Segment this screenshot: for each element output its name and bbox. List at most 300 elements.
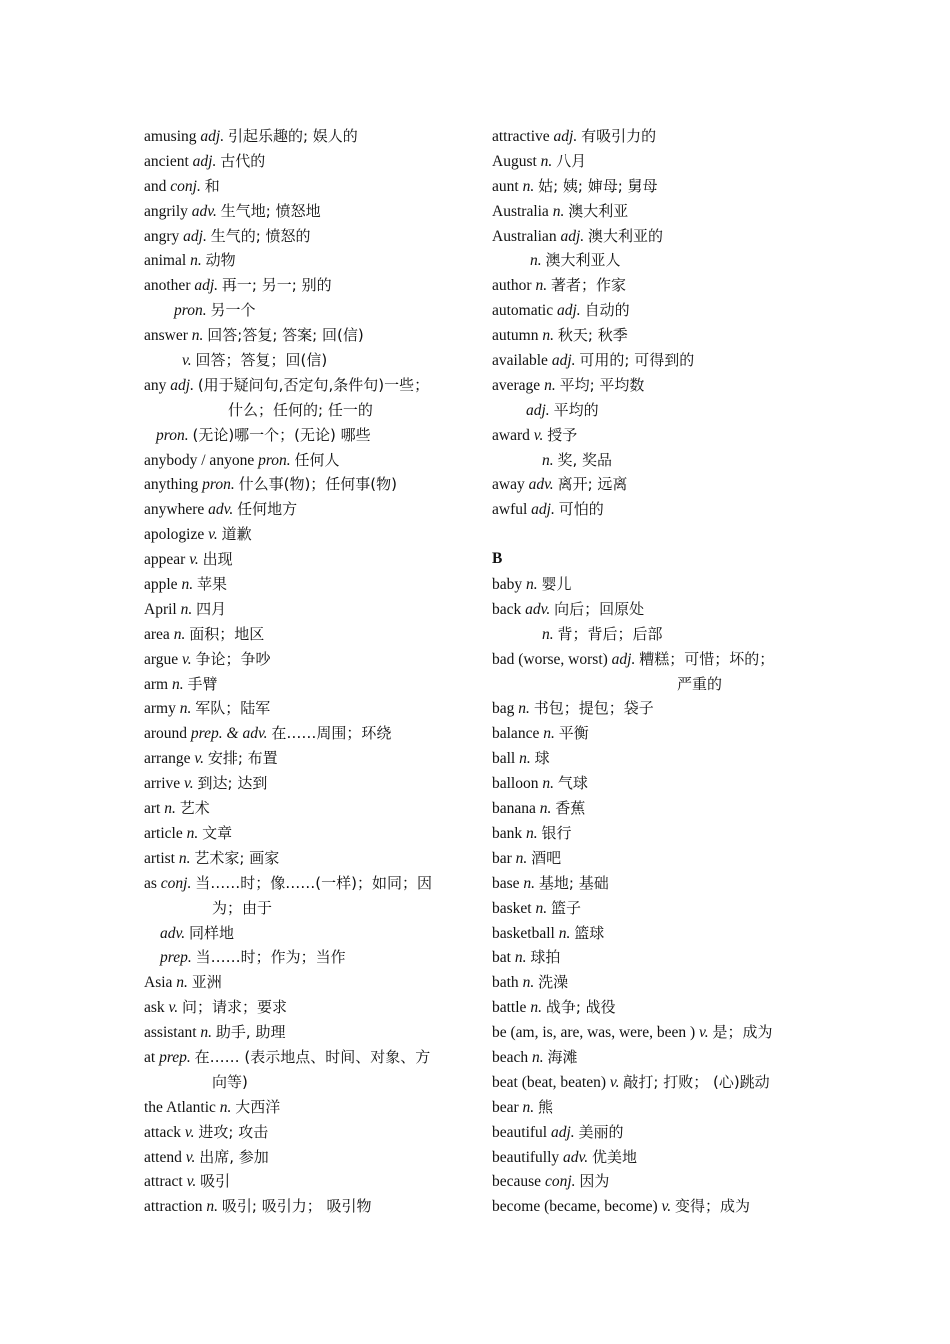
definition: 姑; 姨; 婶母; 舅母 <box>538 176 658 195</box>
entry-word: August <box>492 152 537 170</box>
part-of-speech: n. <box>180 600 193 618</box>
definition: 艺术 <box>179 799 210 818</box>
vocab-entry <box>144 199 474 224</box>
vocab-entry <box>144 1145 474 1170</box>
vocab-entry <box>144 298 474 323</box>
vocab-entry <box>492 1045 822 1070</box>
entry-word: Asia <box>144 974 173 992</box>
part-of-speech: v. <box>609 1073 620 1091</box>
part-of-speech: adj. <box>170 376 194 394</box>
part-of-speech: pron. <box>202 476 235 494</box>
entry-word: attack <box>144 1123 182 1141</box>
vocab-entry <box>492 921 822 946</box>
entry-word: bag <box>492 700 515 718</box>
vocab-entry <box>144 522 474 547</box>
entry-word: average <box>492 376 541 394</box>
definition: 到达; 达到 <box>197 774 268 793</box>
vocab-entry <box>144 896 474 921</box>
part-of-speech: adv. <box>160 924 186 942</box>
vocab-entry <box>492 796 822 821</box>
definition: 引起乐趣的; 娱人的 <box>227 127 358 145</box>
entry-word: any <box>144 376 167 394</box>
part-of-speech: n. <box>543 725 555 743</box>
part-of-speech: v. <box>185 1148 196 1166</box>
vocab-entry <box>144 1095 474 1120</box>
vocab-entry <box>492 1120 822 1145</box>
definition: 军队；陆军 <box>195 699 271 718</box>
part-of-speech: adj. <box>526 401 550 419</box>
part-of-speech: adj. <box>183 227 207 245</box>
vocab-entry <box>492 821 822 846</box>
vocab-entry <box>144 323 474 348</box>
vocab-entry <box>492 871 822 896</box>
entry-word: available <box>492 352 548 370</box>
vocab-entry <box>144 547 474 572</box>
definition: 是；成为 <box>712 1023 773 1042</box>
entry-word: basketball <box>492 924 555 942</box>
vocab-entry <box>144 821 474 846</box>
definition: 文章 <box>202 823 233 842</box>
part-of-speech: n. <box>542 625 554 643</box>
vocab-entry <box>492 298 822 323</box>
definition: 酒吧 <box>531 848 562 867</box>
vocab-entry <box>144 248 474 273</box>
part-of-speech: n. <box>178 849 191 867</box>
part-of-speech: n. <box>179 700 192 718</box>
definition: 当……时；像……(一样)；如同；因 <box>195 873 432 892</box>
vocab-entry <box>144 1194 474 1219</box>
part-of-speech: adv. <box>563 1148 589 1166</box>
definition: 古代的 <box>220 151 266 170</box>
entry-word: attractive <box>492 128 550 145</box>
part-of-speech: v. <box>168 999 179 1017</box>
part-of-speech: n. <box>523 874 536 892</box>
vocab-entry <box>144 373 474 398</box>
part-of-speech: v. <box>184 775 194 793</box>
entry-word: animal <box>144 252 187 270</box>
definition: 争论；争吵 <box>195 649 271 668</box>
vocab-entry <box>492 995 822 1020</box>
definition: 变得；成为 <box>675 1197 751 1216</box>
vocab-entry <box>144 1020 474 1045</box>
definition: 球拍 <box>530 948 561 967</box>
entry-word: attraction <box>144 1198 203 1216</box>
entry-word: anybody / anyone <box>144 451 255 469</box>
vocab-entry <box>144 945 474 970</box>
entry-word: ball <box>492 750 516 768</box>
entry-word: banana <box>492 800 536 818</box>
definition: 什么；任何的; 任一的 <box>228 400 373 419</box>
definition: 优美地 <box>592 1147 638 1166</box>
part-of-speech: n. <box>522 974 535 992</box>
definition: 婴儿 <box>541 575 572 594</box>
vocab-entry <box>144 124 474 149</box>
part-of-speech: adj. <box>611 650 636 668</box>
definition: 助手, 助理 <box>215 1023 286 1042</box>
entry-word: apple <box>144 576 178 594</box>
entry-word: author <box>492 277 532 295</box>
vocab-entry <box>492 448 822 473</box>
entry-word: Australian <box>492 227 557 245</box>
vocab-entry <box>144 472 474 497</box>
part-of-speech: n. <box>190 252 202 270</box>
vocab-entry <box>492 398 822 423</box>
definition: 有吸引力的 <box>581 127 657 145</box>
entry-word: be (am, is, are, was, were, been ) <box>492 1024 696 1042</box>
entry-word: argue <box>144 650 179 668</box>
definition: 吸引 <box>200 1172 231 1191</box>
part-of-speech: n. <box>522 1098 535 1116</box>
entry-word: article <box>144 824 183 842</box>
vocab-entry <box>492 647 822 672</box>
entry-word: bath <box>492 974 519 992</box>
part-of-speech: v. <box>186 1173 197 1191</box>
entry-word: automatic <box>492 302 554 320</box>
entry-word: area <box>144 625 170 643</box>
entry-word: attend <box>144 1148 182 1166</box>
vocab-entry <box>492 472 822 497</box>
part-of-speech: n. <box>164 800 176 818</box>
vocab-entry <box>492 149 822 174</box>
part-of-speech: n. <box>514 949 527 967</box>
definition: 回答；答复；回(信) <box>195 351 328 370</box>
part-of-speech: adj. <box>531 501 555 519</box>
entry-word: bar <box>492 849 512 867</box>
definition: 出席, 参加 <box>199 1147 269 1166</box>
entry-word: bank <box>492 824 523 842</box>
definition: 在…… (表示地点、时间、对象、方 <box>194 1047 431 1066</box>
part-of-speech: n. <box>532 1048 544 1066</box>
entry-word: basket <box>492 899 532 917</box>
part-of-speech: n. <box>542 775 554 793</box>
definition: 另一个 <box>210 301 256 320</box>
definition: 平均; 平均数 <box>559 375 645 394</box>
entry-word: bad (worse, worst) <box>492 650 608 668</box>
definition: 回答;答复; 答案; 回(信) <box>207 326 364 345</box>
vocab-entry <box>144 622 474 647</box>
part-of-speech: v. <box>182 650 192 668</box>
vocab-entry <box>144 746 474 771</box>
definition: 可用的; 可得到的 <box>579 351 695 370</box>
part-of-speech: v. <box>699 1024 709 1042</box>
part-of-speech: pron. <box>258 451 291 469</box>
vocab-entry <box>492 248 822 273</box>
entry-word: anything <box>144 476 199 494</box>
entry-word: become (became, become) <box>492 1198 658 1216</box>
definition: 吸引; 吸引力； 吸引物 <box>221 1197 372 1216</box>
definition: 四月 <box>196 599 227 618</box>
entry-word: arm <box>144 675 169 693</box>
definition: 艺术家; 画家 <box>194 848 280 867</box>
vocab-entry <box>144 696 474 721</box>
definition: 香蕉 <box>555 799 586 818</box>
part-of-speech: n. <box>539 800 552 818</box>
vocab-entry <box>492 696 822 721</box>
part-of-speech: n. <box>544 376 556 394</box>
entry-word: appear <box>144 551 186 569</box>
definition: 动物 <box>205 251 236 270</box>
entry-word: battle <box>492 999 527 1017</box>
vocab-entry <box>492 1020 822 1045</box>
entry-word: amusing <box>144 128 197 145</box>
entry-word: aunt <box>492 177 519 195</box>
part-of-speech: n. <box>191 327 204 345</box>
part-of-speech: v. <box>208 526 218 544</box>
vocab-entry <box>492 622 822 647</box>
entry-word: anywhere <box>144 501 205 519</box>
part-of-speech: conj. <box>544 1173 576 1191</box>
definition: 篮球 <box>574 923 605 942</box>
definition: 气球 <box>557 774 588 793</box>
definition: 可怕的 <box>558 500 604 519</box>
vocab-entry <box>492 572 822 597</box>
definition: 自动的 <box>584 301 630 320</box>
definition: 道歉 <box>221 525 252 544</box>
definition: 问；请求；要求 <box>182 998 288 1017</box>
vocab-entry <box>492 224 822 249</box>
part-of-speech: adv. <box>525 600 551 618</box>
entry-word: autumn <box>492 327 539 345</box>
part-of-speech: v. <box>182 352 192 370</box>
vocab-entry <box>492 1095 822 1120</box>
part-of-speech: pron. <box>174 302 207 320</box>
part-of-speech: n. <box>176 974 188 992</box>
part-of-speech: adj. <box>192 152 217 170</box>
part-of-speech: n. <box>522 177 535 195</box>
definition: 什么事(物)；任何事(物) <box>238 475 398 494</box>
vocab-entry <box>492 1145 822 1170</box>
vocab-entry <box>492 497 822 522</box>
vocab-entry <box>492 896 822 921</box>
vocab-entry <box>492 746 822 771</box>
definition: 洗澡 <box>538 973 569 992</box>
part-of-speech: v. <box>194 750 204 768</box>
entry-word: arrange <box>144 750 191 768</box>
entry-word: army <box>144 700 176 718</box>
part-of-speech: n. <box>540 152 553 170</box>
definition: 授予 <box>547 425 578 444</box>
vocab-entry <box>144 423 474 448</box>
definition: 战争; 战役 <box>545 998 616 1017</box>
definition: 离开; 远离 <box>557 475 628 494</box>
entry-word: beautifully <box>492 1148 560 1166</box>
entry-word: the Atlantic <box>144 1098 216 1116</box>
vocab-entry <box>492 124 822 149</box>
vocab-entry <box>492 1194 822 1219</box>
entry-word: ancient <box>144 152 189 170</box>
part-of-speech: n. <box>530 252 542 270</box>
section-heading <box>492 547 822 572</box>
definition: 著者；作家 <box>550 276 626 295</box>
part-of-speech: n. <box>173 625 186 643</box>
definition: 澳大利亚人 <box>545 251 621 270</box>
vocab-entry <box>492 721 822 746</box>
vocab-entry <box>144 771 474 796</box>
vocab-entry <box>492 771 822 796</box>
part-of-speech: n. <box>219 1098 232 1116</box>
definition: 银行 <box>541 823 572 842</box>
vocab-entry <box>144 995 474 1020</box>
definition: 手臂 <box>187 674 218 693</box>
vocab-entry <box>144 398 474 423</box>
entry-word: balloon <box>492 775 539 793</box>
part-of-speech: adj. <box>551 352 576 370</box>
part-of-speech: adj. <box>200 128 225 145</box>
vocab-entry <box>144 672 474 697</box>
vocab-entry <box>144 796 474 821</box>
part-of-speech: n. <box>535 899 548 917</box>
part-of-speech: conj. <box>170 177 201 195</box>
entry-word: attract <box>144 1173 183 1191</box>
vocab-entry <box>144 721 474 746</box>
entry-word: at <box>144 1048 156 1066</box>
entry-word: baby <box>492 576 523 594</box>
entry-word: because <box>492 1173 542 1191</box>
definition: 安排; 布置 <box>207 749 278 768</box>
definition: 向后；回原处 <box>554 599 645 618</box>
part-of-speech: n. <box>181 576 194 594</box>
definition: 生气地; 愤怒地 <box>220 201 321 220</box>
part-of-speech: n. <box>535 277 548 295</box>
vocab-entry <box>492 199 822 224</box>
right-column <box>492 124 822 1219</box>
definition: 八月 <box>556 151 587 170</box>
definition: 球 <box>534 749 550 768</box>
definition: 秋天; 秋季 <box>557 326 628 345</box>
definition: (无论)哪一个；(无论) 哪些 <box>192 425 371 444</box>
definition: 澳大利亚 <box>568 201 629 220</box>
definition: (用于疑问句,否定句,条件句)一些； <box>197 375 430 394</box>
part-of-speech: adj. <box>553 128 578 145</box>
part-of-speech: n. <box>519 750 531 768</box>
entry-word: around <box>144 725 188 743</box>
vocab-entry <box>144 1120 474 1145</box>
part-of-speech: n. <box>515 849 528 867</box>
part-of-speech: adj. <box>557 302 581 320</box>
definition: 平均的 <box>553 400 599 419</box>
entry-word: Australia <box>492 202 549 220</box>
vocab-entry <box>144 149 474 174</box>
entry-word: artist <box>144 849 175 867</box>
vocab-entry <box>492 970 822 995</box>
vocab-entry <box>492 273 822 298</box>
vocab-entry <box>144 1045 474 1070</box>
entry-word: away <box>492 476 525 494</box>
part-of-speech: n. <box>552 202 565 220</box>
vocab-entry <box>144 174 474 199</box>
definition: 书包；提包；袋子 <box>533 699 654 718</box>
entry-word: beat (beat, beaten) <box>492 1073 607 1091</box>
definition: 进攻; 攻击 <box>198 1122 269 1141</box>
vocab-entry <box>144 448 474 473</box>
vocab-entry <box>144 224 474 249</box>
part-of-speech: v. <box>661 1198 672 1216</box>
definition: 熊 <box>538 1097 554 1116</box>
definition: 面积；地区 <box>189 624 265 643</box>
definition: 因为 <box>579 1172 610 1191</box>
part-of-speech: v. <box>184 1123 195 1141</box>
vocab-entry <box>492 672 822 697</box>
part-of-speech: prep. & adv. <box>190 725 268 743</box>
left-column <box>144 124 474 1219</box>
definition: 美丽的 <box>578 1122 624 1141</box>
entry-word: angrily <box>144 202 188 220</box>
entry-word: as <box>144 874 157 892</box>
part-of-speech: n. <box>186 824 199 842</box>
entry-word: apologize <box>144 526 205 544</box>
vocab-entry <box>492 423 822 448</box>
part-of-speech: pron. <box>156 426 189 444</box>
entry-word: April <box>144 600 177 618</box>
definition: 亚洲 <box>191 973 222 992</box>
entry-word: base <box>492 874 520 892</box>
vocab-entry <box>144 1070 474 1095</box>
vocab-entry <box>144 273 474 298</box>
part-of-speech: n. <box>518 700 530 718</box>
part-of-speech: adv. <box>528 476 554 494</box>
entry-word: and <box>144 177 167 195</box>
part-of-speech: conj. <box>160 874 192 892</box>
definition: 任何地方 <box>237 500 298 519</box>
entry-word: beautiful <box>492 1123 548 1141</box>
entry-word: bat <box>492 949 511 967</box>
vocab-entry <box>492 323 822 348</box>
vocab-entry <box>492 945 822 970</box>
part-of-speech: n. <box>558 924 571 942</box>
part-of-speech: prep. <box>160 949 192 967</box>
entry-word: angry <box>144 227 180 245</box>
definition: 向等) <box>212 1072 248 1091</box>
entry-word: arrive <box>144 775 181 793</box>
definition: 敲打; 打败； (心)跳动 <box>623 1072 770 1091</box>
definition: 任何人 <box>294 450 340 469</box>
definition: 背；背后；后部 <box>557 624 663 643</box>
part-of-speech: adj. <box>550 1123 575 1141</box>
definition: 平衡 <box>558 724 589 743</box>
vocab-entry <box>144 647 474 672</box>
part-of-speech: n. <box>200 1024 213 1042</box>
part-of-speech: n. <box>206 1198 219 1216</box>
entry-word: another <box>144 277 191 295</box>
vocab-entry <box>144 921 474 946</box>
vocab-entry <box>144 497 474 522</box>
vocab-entry <box>144 572 474 597</box>
vocab-entry <box>492 174 822 199</box>
part-of-speech: n. <box>530 999 542 1017</box>
definition: 澳大利亚的 <box>588 226 664 245</box>
definition: 基地; 基础 <box>538 873 609 892</box>
definition: 和 <box>204 176 220 195</box>
definition: 在……周围；环绕 <box>271 724 392 743</box>
part-of-speech: n. <box>171 675 184 693</box>
definition: 奖, 奖品 <box>557 450 613 469</box>
vocab-entry <box>144 871 474 896</box>
entry-word: awful <box>492 501 528 519</box>
vocab-entry <box>492 846 822 871</box>
entry-word: bear <box>492 1098 519 1116</box>
blank-line <box>492 522 822 547</box>
vocab-entry <box>144 1169 474 1194</box>
vocab-entry <box>492 348 822 373</box>
definition: 出现 <box>202 550 233 569</box>
definition: 苹果 <box>196 575 227 594</box>
vocab-entry <box>492 1169 822 1194</box>
entry-word: art <box>144 800 161 818</box>
definition: 当……时；作为；当作 <box>195 948 346 967</box>
definition: 为；由于 <box>212 898 273 917</box>
part-of-speech: adv. <box>208 501 234 519</box>
vocab-entry <box>144 846 474 871</box>
